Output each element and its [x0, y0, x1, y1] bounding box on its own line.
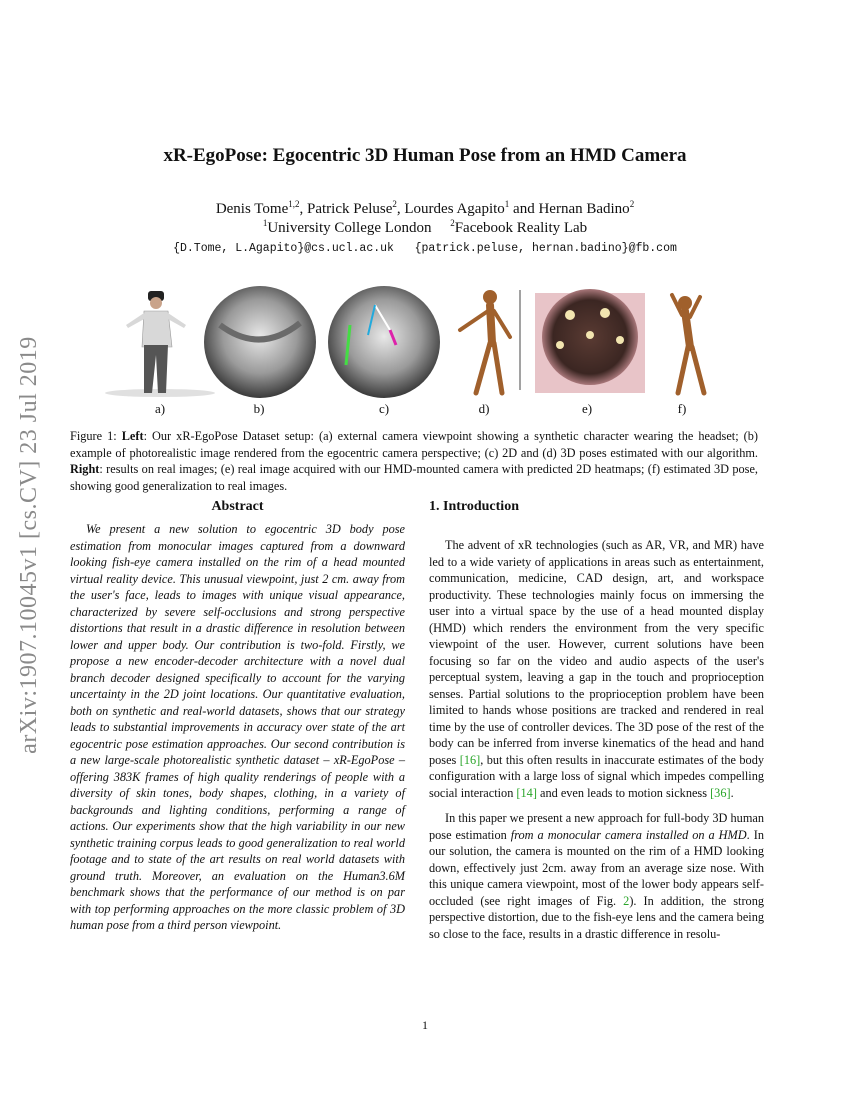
paragraph-text: .	[730, 785, 734, 800]
paragraph-text: , but this often results in inaccurate estimates of the body configuration with a large loss of signal which impedes compelling social interaction	[429, 752, 764, 800]
arxiv-stamp: arXiv:1907.10045v1 [cs.CV] 23 Jul 2019	[16, 336, 42, 754]
author-name: and Hernan Badino	[509, 201, 630, 217]
affiliation-name: University College London	[267, 220, 432, 236]
author-name: , Patrick Peluse	[299, 201, 393, 217]
author-list	[0, 199, 850, 218]
author-affiliation-mark: 2	[392, 199, 397, 209]
figure-panel-e-heatmap	[535, 289, 645, 393]
caption-text: : Our xR-EgoPose Dataset setup: (a) external camera viewpoint showing a synthetic character wearing the headset; (b) example of photorealistic image rendered from the egocentric camera perspective; (c) 2D and (d) 3D poses estimated with our algorithm.	[70, 429, 758, 460]
citation-link[interactable]: [16]	[459, 752, 481, 767]
paragraph-text: ). In addition, the strong perspective distortion, due to the fish-eye lens and the camera being so close to the face, results in a drastic difference in resolu-	[429, 893, 764, 941]
paper-title: xR-EgoPose: Egocentric 3D Human Pose from an HMD Camera	[163, 145, 687, 166]
figure-sublabel-e: e)	[581, 401, 593, 416]
author-name: Denis Tome	[215, 201, 289, 217]
figure-sublabel-a: a)	[154, 401, 166, 416]
figure-caption	[70, 428, 758, 494]
caption-label: Figure 1:	[70, 429, 122, 443]
abstract-heading: Abstract	[211, 499, 264, 514]
figure-1-images	[100, 285, 760, 400]
affiliations	[0, 218, 850, 237]
affiliation-name: Facebook Reality Lab	[454, 220, 588, 236]
caption-right-label: Right	[70, 462, 100, 476]
caption-left-label: Left	[121, 429, 144, 443]
abstract-text: We present a new solution to egocentric 3D body pose estimation from monocular images captured from a downward looking fish-eye camera installed on the rim of a head mounted virtual reality device. This unusual viewpoint, just 2 cm. away from the user's face, leads to images with unique visual appearance, characterized by severe self-occlusions and strong perspective distortions that result in a drastic difference in resolution between lower and upper body. Our contribution is two-fold. Firstly, we propose a new encoder-decoder architecture with a novel dual branch decoder designed specifically to account for the varying uncertainty in the 2D joint locations. Our quantitative evaluation, both on synthetic and real-world datasets, shows that our strategy leads to substantial improvements in accuracy over state of the art egocentric pose estimation approaches. Our second contribution is a new large-scale photorealistic synthetic dataset – xR-EgoPose – offering 383K frames of high quality renderings of people with a diversity of skin tones, body shapes, clothing, in a variety of backgrounds and lighting conditions, performing a range of actions. Our experiments show that the high variability in our new synthetic training corpus leads to good generalization to real world footage and to state of the art results on real world datasets with ground truth. Moreover, an evaluation on the Human3.6M benchmark shows that the performance of our method is on par with top performing approaches on the more classic problem of 3D human pose from a third person viewpoint.	[70, 522, 405, 932]
author-affiliation-mark: 1,2	[288, 199, 300, 209]
intro-paragraph-1	[429, 537, 764, 801]
section-heading-introduction: 1. Introduction	[429, 499, 519, 514]
citation-link[interactable]: [36]	[710, 785, 731, 800]
figure-sublabel-b: b)	[253, 401, 265, 416]
figure-reference-link[interactable]: 2	[623, 893, 630, 908]
abstract-body	[70, 521, 405, 934]
figure-panel-d-3d-pose	[460, 290, 510, 393]
page-number: 1	[422, 1018, 428, 1032]
emphasized-text: from a monocular camera installed on a HMD	[510, 827, 747, 842]
citation-link[interactable]: [14]	[516, 785, 537, 800]
figure-panel-a-character	[105, 291, 215, 397]
figure-sublabel-f: f)	[677, 401, 687, 416]
figure-panel-f-3d-pose	[672, 295, 704, 393]
paragraph-text: In this paper we present a new approach for full-body 3D human pose estimation	[429, 811, 764, 842]
paragraph-text: and even leads to motion sickness	[536, 785, 711, 800]
author-emails: {D.Tome, L.Agapito}@cs.ucl.ac.uk {patrick.peluse, hernan.badino}@fb.com	[173, 242, 677, 255]
author-affiliation-mark: 2	[629, 199, 635, 209]
caption-text: : results on real images; (e) real image acquired with our HMD-mounted camera with predicted 2D heatmaps; (f) estimated 3D pose, showing good generalization to real images.	[70, 462, 758, 493]
figure-sublabel-c: c)	[378, 401, 390, 416]
author-name: , Lourdes Agapito	[396, 201, 505, 217]
paragraph-text: The advent of xR technologies (such as AR, VR, and MR) have led to a wide variety of applications in areas such as entertainment, communication, medicine, CAD design, art, and workspace productivity. These technologies mainly focus on immersing the user into a virtual space by the use of a head mounted display (HMD) which renders the environment from the very specific viewpoint of the user. However, current solutions have been focusing so far on the video and audio aspects of the user's perceptual system, leaving a gap in the touch and proprioception senses. Partial solutions to the proprioception problem have been limited to hands whose positions are tracked and rendered in real time by the use of controller devices. The 3D pose of the rest of the body can be inferred from inverse kinematics of the head and hand poses	[429, 538, 764, 767]
paragraph-text: . In our solution, the camera is mounted on the rim of a HMD looking down, effectively just 2cm. away from an average size nose. With this unique camera viewpoint, most of the lower body appears self-occluded (see right images of Fig.	[429, 827, 764, 908]
intro-paragraph-2	[429, 810, 764, 942]
figure-panel-c-2d-pose	[328, 286, 440, 398]
affiliation-mark: 2	[450, 218, 455, 228]
affiliation-mark: 1	[262, 218, 268, 228]
figure-sublabel-d: d)	[478, 401, 490, 416]
author-affiliation-mark: 1	[504, 199, 510, 209]
